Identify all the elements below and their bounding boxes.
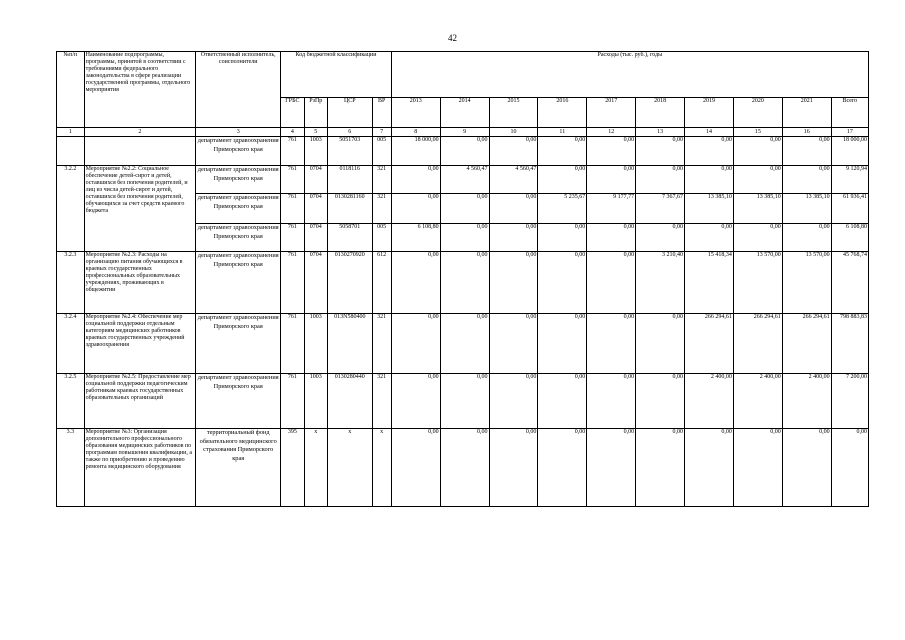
row-value: 9 177,77 [587, 194, 636, 224]
row-vr: 321 [372, 314, 391, 374]
row-rzpr: 0704 [304, 224, 327, 252]
row-value: 0,00 [782, 224, 831, 252]
row-grbs: 761 [281, 137, 304, 166]
row-value: 0,00 [733, 166, 782, 194]
row-number: 3.2.2 [57, 166, 85, 252]
table-row [57, 429, 869, 507]
row-rzpr: 1003 [304, 374, 327, 429]
row-value: 0,00 [733, 429, 782, 507]
row-value: 6 108,80 [391, 224, 440, 252]
row-name: Мероприятие №2.5: Предоставление мер социальной поддержки педагогическим работникам краевых государственных образовательных организаций [84, 374, 196, 429]
column-number: 2 [84, 128, 196, 137]
table-row [57, 252, 869, 314]
row-value: 0,00 [391, 374, 440, 429]
table-row [57, 137, 869, 166]
row-csr: 0130270920 [327, 252, 372, 314]
row-value: 0,00 [733, 224, 782, 252]
row-value: 0,00 [782, 137, 831, 166]
row-grbs: 761 [281, 374, 304, 429]
row-value: 3 210,40 [636, 252, 685, 314]
row-value: 0,00 [538, 429, 587, 507]
row-value: 266 294,61 [685, 314, 734, 374]
row-total: 798 883,83 [831, 314, 868, 374]
row-value: 0,00 [538, 374, 587, 429]
row-value: 0,00 [440, 429, 489, 507]
header-total: Всего [831, 98, 868, 128]
header-year: 2020 [733, 98, 782, 128]
row-value: 0,00 [538, 224, 587, 252]
row-value: 0,00 [489, 374, 538, 429]
column-number: 9 [440, 128, 489, 137]
header-year: 2019 [685, 98, 734, 128]
column-number: 17 [831, 128, 868, 137]
row-value: 2 400,00 [733, 374, 782, 429]
row-value: 0,00 [440, 224, 489, 252]
column-number: 5 [304, 128, 327, 137]
row-value: 0,00 [587, 374, 636, 429]
row-value: 0,00 [538, 137, 587, 166]
row-value: 5 235,67 [538, 194, 587, 224]
row-value: 0,00 [636, 374, 685, 429]
row-value: 0,00 [636, 224, 685, 252]
column-number: 12 [587, 128, 636, 137]
row-value: 0,00 [782, 166, 831, 194]
column-number-row [57, 128, 869, 137]
row-total: 18 000,00 [831, 137, 868, 166]
row-value: 0,00 [636, 429, 685, 507]
header-year: 2018 [636, 98, 685, 128]
header-vr: ВР [372, 98, 391, 128]
row-value: 0,00 [391, 252, 440, 314]
column-number: 14 [685, 128, 734, 137]
row-number: 3.2.5 [57, 374, 85, 429]
row-csr: 0118116 [327, 166, 372, 194]
row-value: 0,00 [391, 429, 440, 507]
row-value: 0,00 [587, 429, 636, 507]
row-value: 0,00 [636, 137, 685, 166]
row-csr: 0130280440 [327, 374, 372, 429]
row-value: 2 400,00 [782, 374, 831, 429]
row-value: 13 385,10 [733, 194, 782, 224]
row-vr: 321 [372, 194, 391, 224]
row-value: 2 400,00 [685, 374, 734, 429]
row-department: департамент здравоохранения Приморского края [196, 252, 281, 314]
header-year: 2016 [538, 98, 587, 128]
header-num: №п/п [57, 52, 85, 128]
row-rzpr: 1003 [304, 314, 327, 374]
page-number: 42 [448, 33, 457, 43]
row-value: 7 367,67 [636, 194, 685, 224]
row-rzpr: x [304, 429, 327, 507]
row-name: Мероприятие №2.3: Расходы на организацию питания обучающихся в краевых государственных профессиональных образовательных учреждениях, проживающих в общежитии [84, 252, 196, 314]
row-value: 0,00 [587, 314, 636, 374]
column-number: 16 [782, 128, 831, 137]
row-value: 13 385,10 [782, 194, 831, 224]
row-vr: 612 [372, 252, 391, 314]
row-total: 45 768,74 [831, 252, 868, 314]
column-number: 15 [733, 128, 782, 137]
row-value: 18 000,00 [391, 137, 440, 166]
header-name: Наименование подпрограммы, программы, принятой в соответствии с требованиями федерального законодательства в сфере реализации государственной программы, отдельного мероприятия [84, 52, 196, 128]
header-budget-code: Код бюджетной классификации [281, 52, 392, 98]
row-value: 0,00 [685, 224, 734, 252]
column-number: 8 [391, 128, 440, 137]
row-value: 0,00 [538, 252, 587, 314]
row-rzpr: 0704 [304, 252, 327, 314]
row-csr: x [327, 429, 372, 507]
row-rzpr: 0704 [304, 194, 327, 224]
row-total: 7 200,00 [831, 374, 868, 429]
row-grbs: 761 [281, 252, 304, 314]
row-value: 0,00 [587, 166, 636, 194]
header-year: 2014 [440, 98, 489, 128]
row-number: 3.2.4 [57, 314, 85, 374]
row-total: 9 120,94 [831, 166, 868, 194]
row-vr: 321 [372, 166, 391, 194]
row-value: 0,00 [489, 429, 538, 507]
column-number: 7 [372, 128, 391, 137]
row-vr: x [372, 429, 391, 507]
header-responsible: Ответственный исполнитель, соисполнители [196, 52, 281, 128]
row-csr: 0130281160 [327, 194, 372, 224]
row-value: 0,00 [489, 252, 538, 314]
row-name: Мероприятие №3: Организация дополнительного профессионального образования медицинских работников по программам повышения квалификации, а также по приобретению и проведению ремонта медицинского оборудования [84, 429, 196, 507]
row-value: 0,00 [391, 314, 440, 374]
table-row [57, 374, 869, 429]
row-vr: 005 [372, 224, 391, 252]
row-department: департамент здравоохранения Приморского края [196, 194, 281, 224]
row-value: 266 294,61 [782, 314, 831, 374]
row-grbs: 761 [281, 224, 304, 252]
row-department: департамент здравоохранения Приморского края [196, 314, 281, 374]
row-value: 13 570,00 [782, 252, 831, 314]
column-number: 13 [636, 128, 685, 137]
row-value: 266 294,61 [733, 314, 782, 374]
row-value: 0,00 [440, 374, 489, 429]
row-value: 0,00 [587, 137, 636, 166]
row-value: 0,00 [685, 137, 734, 166]
header-year: 2015 [489, 98, 538, 128]
row-value: 0,00 [733, 137, 782, 166]
row-department: департамент здравоохранения Приморского края [196, 166, 281, 194]
column-number: 11 [538, 128, 587, 137]
row-value: 0,00 [587, 252, 636, 314]
header-year: 2017 [587, 98, 636, 128]
column-number: 4 [281, 128, 304, 137]
header-rzpr: РзПр [304, 98, 327, 128]
header-csr: ЦСР [327, 98, 372, 128]
row-value: 0,00 [440, 194, 489, 224]
row-value: 0,00 [489, 314, 538, 374]
row-value: 0,00 [440, 252, 489, 314]
row-value: 0,00 [489, 224, 538, 252]
column-number: 6 [327, 128, 372, 137]
row-value: 0,00 [636, 166, 685, 194]
row-value: 0,00 [489, 137, 538, 166]
row-number [57, 137, 85, 166]
row-grbs: 761 [281, 194, 304, 224]
column-number: 3 [196, 128, 281, 137]
column-number: 10 [489, 128, 538, 137]
row-value: 4 560,47 [489, 166, 538, 194]
row-vr: 321 [372, 374, 391, 429]
row-total: 6 108,80 [831, 224, 868, 252]
header-year: 2013 [391, 98, 440, 128]
header-grbs: ГРБС [281, 98, 304, 128]
row-value: 0,00 [782, 429, 831, 507]
row-department: департамент здравоохранения Приморского края [196, 137, 281, 166]
row-value: 0,00 [636, 314, 685, 374]
row-number: 3.2.3 [57, 252, 85, 314]
row-value: 0,00 [440, 137, 489, 166]
header-year: 2021 [782, 98, 831, 128]
row-value: 13 385,10 [685, 194, 734, 224]
row-grbs: 395 [281, 429, 304, 507]
row-rzpr: 0704 [304, 166, 327, 194]
row-grbs: 761 [281, 166, 304, 194]
row-name: Мероприятие №2.2: Социальное обеспечение детей-сирот и детей, оставшихся без попечения родителей, и лиц из числа детей-сирот и детей, оставшихся без попечения родителей, обучающихся за счет средств краевого бюджета [84, 166, 196, 252]
row-grbs: 761 [281, 314, 304, 374]
row-value: 13 570,00 [733, 252, 782, 314]
row-total: 61 936,41 [831, 194, 868, 224]
row-value: 0,00 [685, 429, 734, 507]
budget-table [56, 51, 869, 507]
row-value: 0,00 [440, 314, 489, 374]
row-value: 0,00 [391, 166, 440, 194]
row-department: территориальный фонд обязательного медицинского страхования Приморского края [196, 429, 281, 507]
row-number: 3.3 [57, 429, 85, 507]
column-number: 1 [57, 128, 85, 137]
table-row [57, 166, 869, 194]
row-rzpr: 1003 [304, 137, 327, 166]
table-row [57, 314, 869, 374]
row-value: 15 418,34 [685, 252, 734, 314]
row-csr: 5051703 [327, 137, 372, 166]
row-value: 0,00 [391, 194, 440, 224]
row-name: Мероприятие №2.4: Обеспечение мер социальной поддержки отдельным категориям медицинских работников краевых государственных учреждений здравоохранения [84, 314, 196, 374]
row-value: 0,00 [685, 166, 734, 194]
row-total: 0,00 [831, 429, 868, 507]
row-name [84, 137, 196, 166]
row-value: 0,00 [489, 194, 538, 224]
header-expenses: Расходы (тыс. руб.), годы [391, 52, 868, 98]
row-value: 4 560,47 [440, 166, 489, 194]
row-csr: 013N580400 [327, 314, 372, 374]
row-vr: 005 [372, 137, 391, 166]
row-value: 0,00 [587, 224, 636, 252]
row-value: 0,00 [538, 166, 587, 194]
row-csr: 5058701 [327, 224, 372, 252]
row-value: 0,00 [538, 314, 587, 374]
row-department: департамент здравоохранения Приморского края [196, 224, 281, 252]
row-department: департамент здравоохранения Приморского края [196, 374, 281, 429]
